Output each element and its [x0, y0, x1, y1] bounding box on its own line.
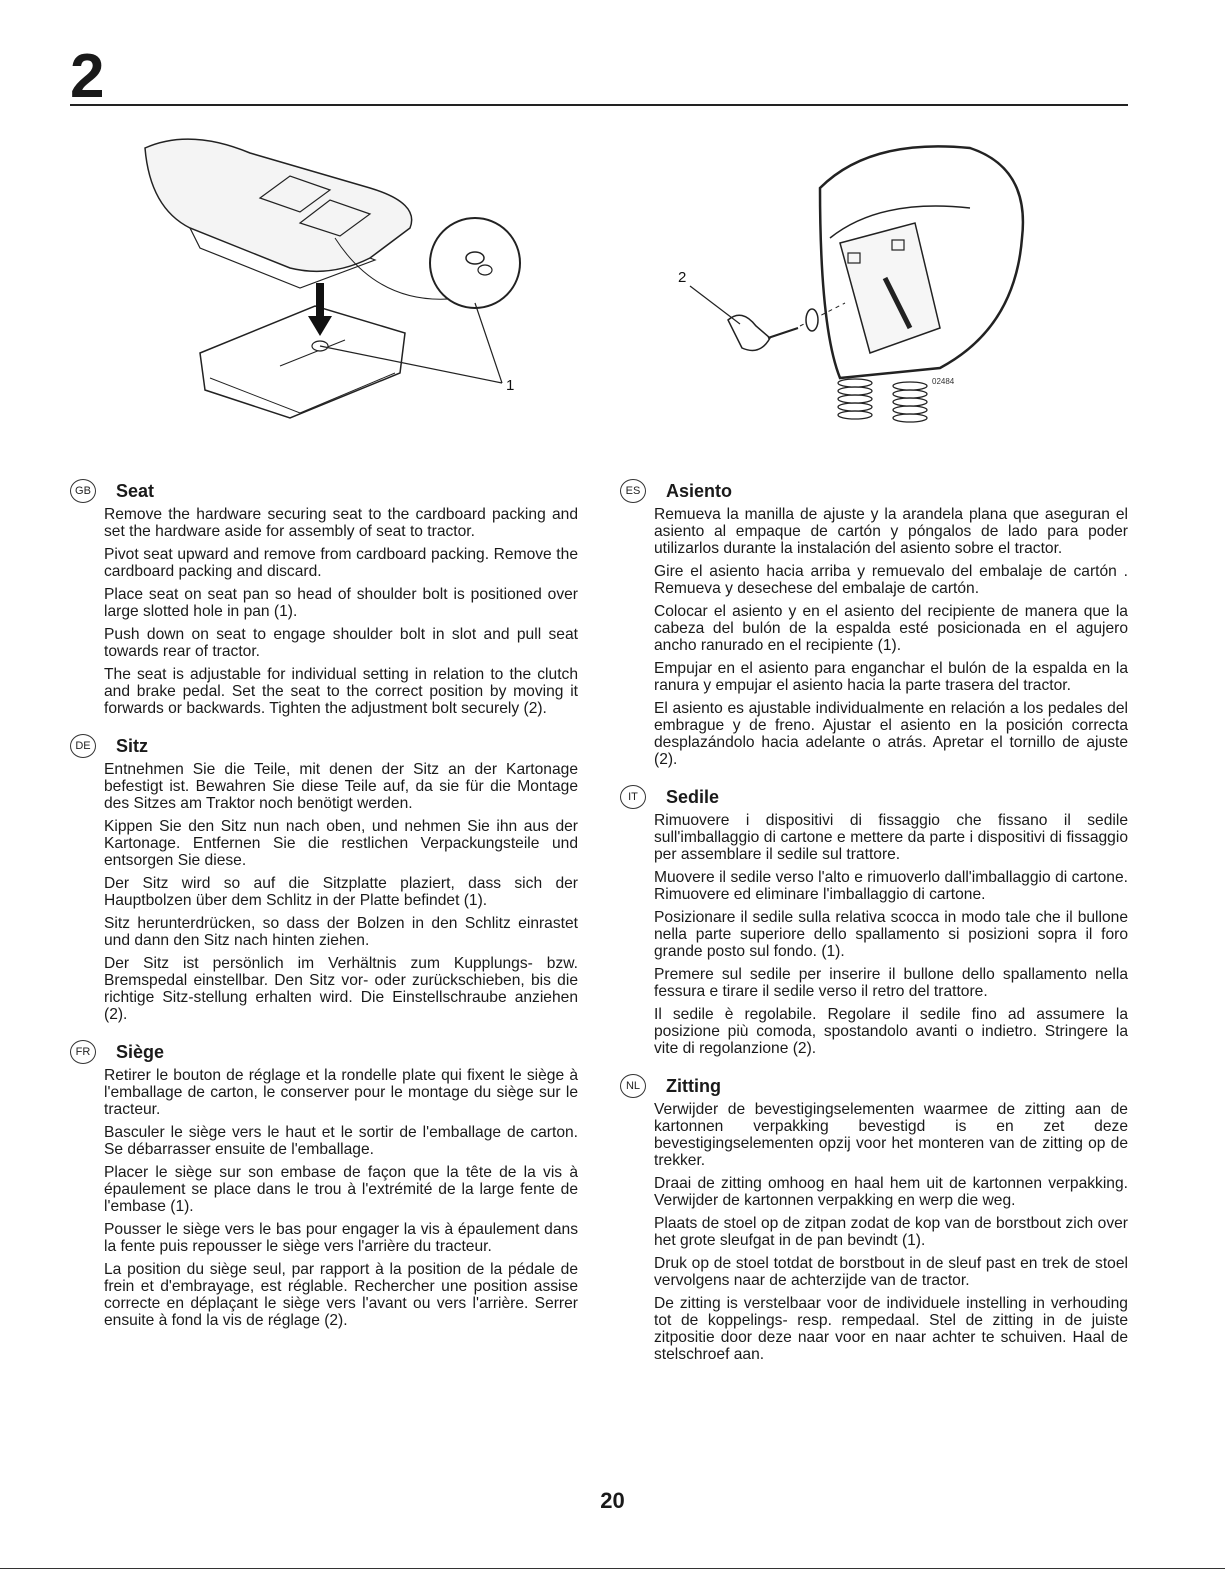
- paragraph: Rimuovere i dispositivi di fissaggio che fissano il sedile sull'imballaggio di cartone e mettere da parte i dispositivi di fissaggio per assemblare il sedile sul trattore.: [654, 812, 1128, 863]
- lang-badge-gb: GB: [70, 479, 96, 503]
- figure-ref-code: 02484: [932, 377, 955, 386]
- lang-badge-de: DE: [70, 734, 96, 758]
- paragraph: Push down on seat to engage shoulder bolt in slot and pull seat towards rear of tractor.: [104, 626, 578, 660]
- paragraph: The seat is adjustable for individual setting in relation to the clutch and brake pedal. Set the seat to the correct position by moving it forwards or backwards. Tighten the adjustment bolt securely (2).: [104, 666, 578, 717]
- seat-on-pan-illustration: [130, 128, 550, 438]
- lang-badge-it: IT: [620, 785, 646, 809]
- paragraph: El asiento es ajustable individualmente en relación a los pedales del embrague y de freno. Ajustar el asiento en la posición correcta desplazándolo hacia adelante o atrás. Apretar el tornillo de ajuste (2).: [654, 700, 1128, 768]
- paragraph: Premere sul sedile per inserire il bullone dello spallamento nella fessura e tirare il sedile verso il retro del trattore.: [654, 966, 1128, 1000]
- paragraph: Empujar en el asiento para enganchar el bulón de la espalda en la ranura y empujar el asiento hacia la parte trasera del tractor.: [654, 660, 1128, 694]
- paragraph: Druk op de stoel totdat de borstbout in de sleuf past en trek de stoel vervolgens naar de achterzijde van de tractor.: [654, 1255, 1128, 1289]
- paragraph: Verwijder de bevestigingselementen waarmee de zitting aan de kartonnen verpakking bevestigd is en zet deze bevestigingselementen opzij voor het monteren van de zitting op de trekker.: [654, 1101, 1128, 1169]
- paragraph: Placer le siège sur son embase de façon que la tête de la vis à épaulement se place dans le trou à l'extrémité de la large fente de l'embase (1).: [104, 1164, 578, 1215]
- right-column: [620, 478, 1128, 1379]
- chapter-number: 2: [70, 42, 105, 111]
- paragraph: Der Sitz ist persönlich im Verhältnis zum Kupplungs- bzw. Bremspedal einstellbar. Den Sitz vor- oder zurückschieben, bis die richtige Sitz-stellung erhalten wird. Die Einstellschraube anziehen (2).: [104, 955, 578, 1023]
- paragraph: Colocar el asiento y en el asiento del recipiente de manera que la cabeza del bulón de la espalda esté posicionada en el agujero ancho ranurado en el recipiente (1).: [654, 603, 1128, 654]
- section-title-nl: Zitting: [666, 1075, 721, 1096]
- section-title-de: Sitz: [116, 735, 149, 756]
- section-title-fr: Siège: [116, 1041, 165, 1062]
- paragraph: Basculer le siège vers le haut et le sortir de l'emballage de carton. Se débarrasser ensuite de l'emballage.: [104, 1124, 578, 1158]
- paragraph: Sitz herunterdrücken, so dass der Bolzen in den Schlitz einrastet und dann den Sitz nach hinten ziehen.: [104, 915, 578, 949]
- paragraph: Der Sitz wird so auf die Sitzplatte plaziert, dass sich der Hauptbolzen über dem Schlitz in der Platte befindet (1).: [104, 875, 578, 909]
- paragraph: Plaats de stoel op de zitpan zodat de kop van de borstbout zich over het grote sleufgat in de pan bevindt (1).: [654, 1215, 1128, 1249]
- page-number: 20: [600, 1488, 625, 1513]
- callout-2: 2: [678, 269, 687, 286]
- section-it: [620, 784, 1128, 1057]
- lang-badge-nl: NL: [620, 1074, 646, 1098]
- paragraph: Pivot seat upward and remove from cardboard packing. Remove the cardboard packing and discard.: [104, 546, 578, 580]
- section-title-it: Sedile: [666, 786, 720, 807]
- section-title-gb: Seat: [116, 480, 155, 501]
- header-rule: [70, 104, 1128, 106]
- section-de: [70, 733, 578, 1023]
- paragraph: Muovere il sedile verso l'alto e rimuoverlo dall'imballaggio di cartone. Rimuovere ed eliminare l'imballaggio di cartone.: [654, 869, 1128, 903]
- paragraph: Remueva la manilla de ajuste y la arandela plana que aseguran el asiento al empaque de cartón y póngalos de lado para poder utilizarlos durante la instalación del asiento sobre el tractor.: [654, 506, 1128, 557]
- section-nl: [620, 1073, 1128, 1363]
- paragraph: Remove the hardware securing seat to the cardboard packing and set the hardware aside for assembly of seat to tractor.: [104, 506, 578, 540]
- lang-badge-es: ES: [620, 479, 646, 503]
- lang-badge-fr: FR: [70, 1040, 96, 1064]
- seat-underside-illustration: [670, 128, 1040, 438]
- paragraph: Gire el asiento hacia arriba y remuevalo del embalaje de cartón . Remueva y desechese del embalaje de cartón.: [654, 563, 1128, 597]
- paragraph: Entnehmen Sie die Teile, mit denen der Sitz an der Kartonage befestigt ist. Bewahren Sie diese Teile auf, da sie für die Montage des Sitzes am Traktor noch benötigt werden.: [104, 761, 578, 812]
- paragraph: Kippen Sie den Sitz nun nach oben, und nehmen Sie ihn aus der Kartonage. Entfernen Sie die restlichen Verpackungsteile und entsorgen Sie diese.: [104, 818, 578, 869]
- footer-rule: [0, 1568, 1225, 1569]
- paragraph: Pousser le siège vers le bas pour engager la vis à épaulement dans la fente puis repousser le siège vers l'arrière du tracteur.: [104, 1221, 578, 1255]
- paragraph: Draai de zitting omhoog en haal hem uit de kartonnen verpakking. Verwijder de kartonnen verpakking en werp die weg.: [654, 1175, 1128, 1209]
- paragraph: La position du siège seul, par rapport à la position de la pédale de frein et d'embrayage, est réglable. Rechercher une position assise correcte en déplaçant le siège vers l'avant ou vers l'arrière. Serrer ensuite à fond la vis de réglage (2).: [104, 1261, 578, 1329]
- paragraph: De zitting is verstelbaar voor de individuele instelling in verhouding tot de koppelings- resp. rempedaal. Stel de zitting in de juiste zitpositie door deze naar voor en naar achter te schuiven. Haal de stelschroef aan.: [654, 1295, 1128, 1363]
- section-fr: [70, 1039, 578, 1329]
- paragraph: Il sedile è regolabile. Regolare il sedile fino ad assumere la posizione più comoda, spostandolo avanti o indietro. Stringere la vite di regolanzione (2).: [654, 1006, 1128, 1057]
- left-column: [70, 478, 578, 1345]
- paragraph: Place seat on seat pan so head of shoulder bolt is positioned over large slotted hole in pan (1).: [104, 586, 578, 620]
- paragraph: Posizionare il sedile sulla relativa scocca in modo tale che il bullone nella parte superiore dello spallamento si posizioni sopra il foro grande posto sul fondo. (1).: [654, 909, 1128, 960]
- section-gb: [70, 478, 578, 717]
- section-es: [620, 478, 1128, 768]
- callout-1: 1: [506, 377, 515, 394]
- paragraph: Retirer le bouton de réglage et la rondelle plate qui fixent le siège à l'emballage de carton, le conserver pour le montage du siège sur le tracteur.: [104, 1067, 578, 1118]
- section-title-es: Asiento: [666, 480, 733, 501]
